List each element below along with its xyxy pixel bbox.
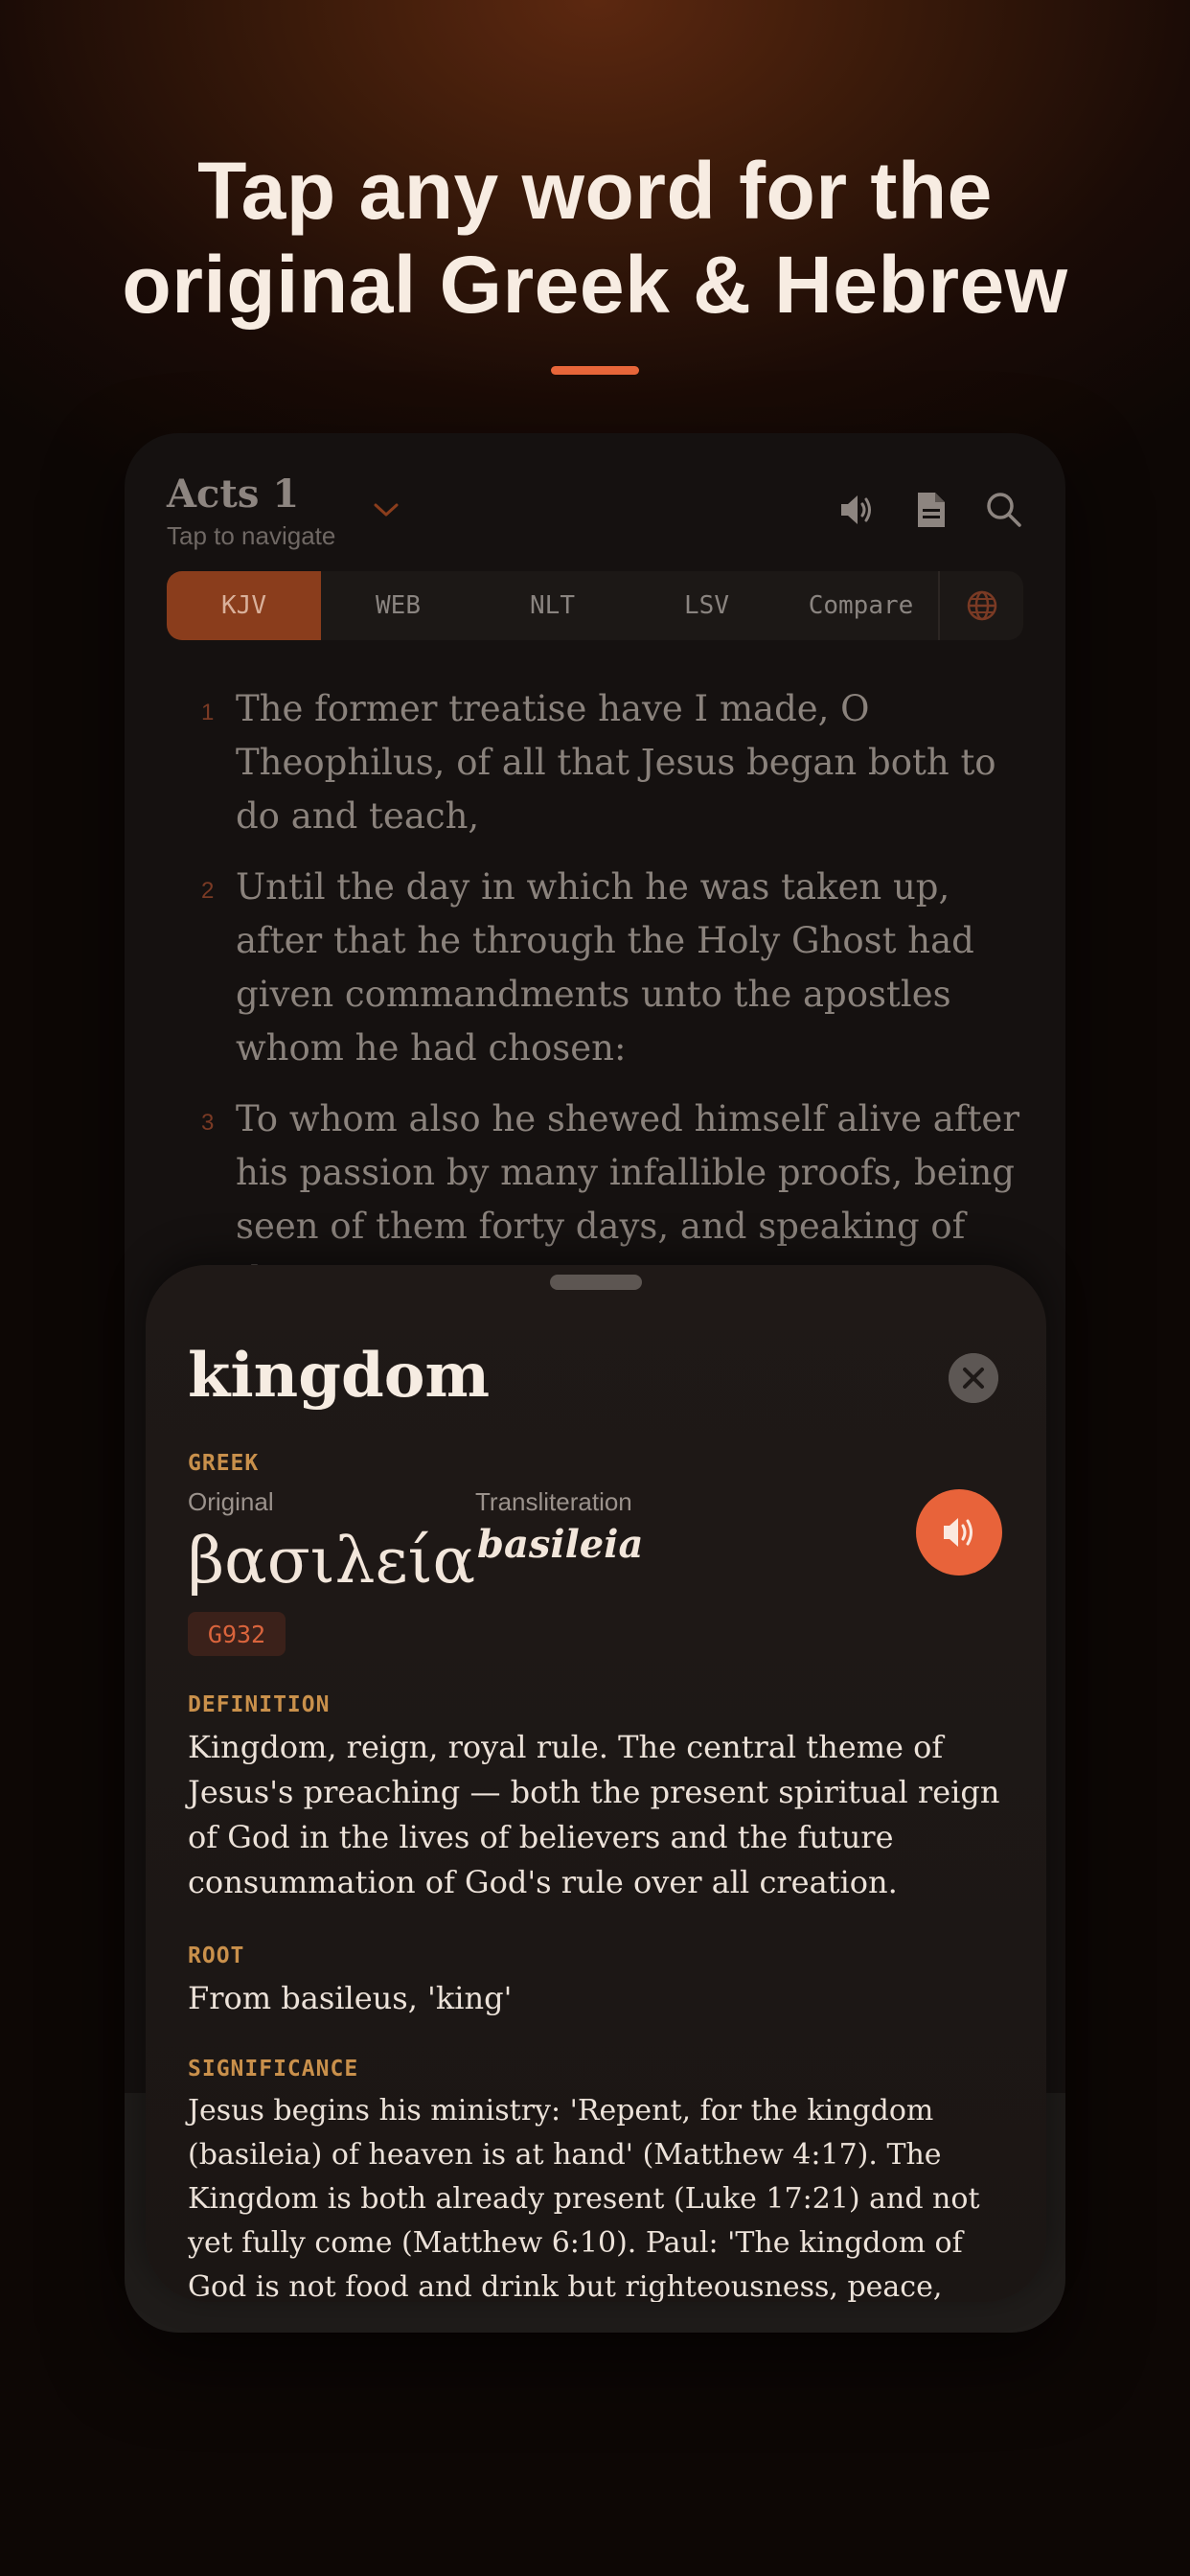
- root-label: ROOT: [188, 1944, 245, 1968]
- speaker-icon[interactable]: [835, 489, 878, 531]
- globe-button[interactable]: [938, 571, 1023, 640]
- verse-text[interactable]: The former treatise have I made, O Theophilus, of all that Jesus began both to do and teach,: [236, 688, 996, 837]
- verse-number: 2: [201, 878, 215, 904]
- definition-text: Kingdom, reign, royal rule. The central theme of Jesus's preaching — both the present spiritual reign of God in the lives of believers and the future consummation of God's rule over all creation.: [188, 1729, 1000, 1900]
- strongs-number-badge[interactable]: G932: [188, 1612, 286, 1656]
- close-icon[interactable]: [949, 1353, 998, 1403]
- tab-web[interactable]: WEB: [376, 591, 421, 620]
- tab-kjv[interactable]: KJV: [167, 571, 321, 640]
- headline: [0, 144, 1190, 332]
- transliteration-label: Transliteration: [475, 1487, 632, 1516]
- verse-2[interactable]: [167, 861, 1029, 1075]
- verse-number: 3: [201, 1110, 215, 1136]
- original-word: βασιλεία: [188, 1524, 476, 1598]
- definition-label: DEFINITION: [188, 1692, 331, 1717]
- nav-hint[interactable]: Tap to navigate: [167, 521, 336, 550]
- accent-bar: [551, 366, 639, 375]
- book-title[interactable]: Acts 1: [167, 472, 300, 517]
- verse-1[interactable]: [167, 682, 1029, 843]
- chevron-down-icon[interactable]: [372, 500, 400, 519]
- translation-tabs: [167, 571, 1023, 640]
- headline-line-1: Tap any word for the: [197, 146, 993, 236]
- tab-lsv[interactable]: LSV: [684, 591, 729, 620]
- transliteration: basileia: [477, 1522, 644, 1567]
- selected-word: kingdom: [188, 1340, 491, 1412]
- verse-text[interactable]: To whom also he shewed himself alive after his passion by many infallible proofs, being seen of them forty days, and speaking of: [236, 1098, 1020, 1247]
- document-icon[interactable]: [910, 489, 952, 531]
- root-text: From basileus, 'king': [188, 1980, 513, 2016]
- word-detail-sheet: [146, 1265, 1046, 2302]
- verse-text[interactable]: Until the day in which he was taken up, after that he through the Holy Ghost had given commandments unto the apostles whom he had chosen:: [236, 866, 974, 1069]
- speaker-icon: [916, 1489, 1002, 1576]
- search-icon[interactable]: [983, 489, 1025, 531]
- verse-number: 1: [201, 700, 215, 725]
- tab-nlt[interactable]: NLT: [530, 591, 575, 620]
- sheet-drag-handle[interactable]: [550, 1275, 642, 1290]
- tab-compare[interactable]: Compare: [808, 591, 914, 620]
- significance-text: Jesus begins his ministry: 'Repent, for the kingdom (basileia) of heaven is at hand' (Matthew 4:17). The Kingdom is both already present (Luke 17:21) and not yet fully come (Matthew 6:10). Paul: 'The kingdom of God is not food and drink but righteousness, peace,: [188, 2094, 980, 2302]
- play-pronunciation-button[interactable]: [916, 1489, 1002, 1576]
- significance-label: SIGNIFICANCE: [188, 2057, 359, 2082]
- original-label: Original: [188, 1487, 274, 1516]
- language-label: GREEK: [188, 1451, 260, 1476]
- globe-icon: [966, 589, 998, 622]
- headline-line-2: original Greek & Hebrew: [122, 240, 1068, 330]
- verse-list: [167, 682, 1029, 1324]
